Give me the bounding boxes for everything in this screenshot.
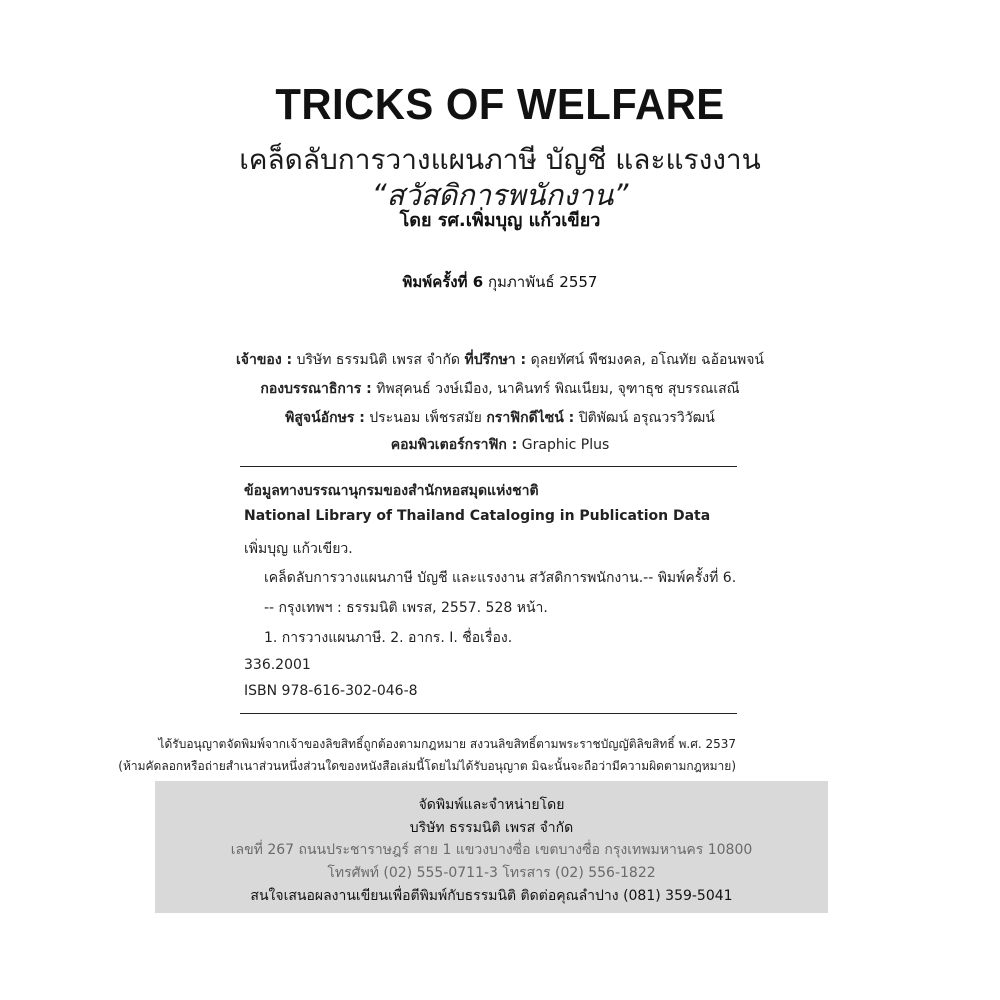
copyright-notice: ได้รับอนุญาตจัดพิมพ์จากเจ้าของลิขสิทธิ์ถูกต้องตามกฎหมาย สงวนลิขสิทธิ์ตามพระราชบัญญัติลิขสิทธิ์ พ.ศ. 2537 [158, 737, 736, 751]
advisor-label: ที่ปรึกษา : [464, 352, 527, 368]
publisher-info-box [155, 781, 828, 913]
cip-author-entry: เพิ่มบุญ แก้วเขียว. [244, 541, 353, 557]
proofreader-label: พิสูจน์อักษร : [285, 410, 365, 426]
edition-date: กุมภาพันธ์ 2557 [487, 273, 598, 291]
credit-owner-advisor [0, 349, 1000, 371]
computer-graphic-value: Graphic Plus [521, 437, 610, 453]
editorial-label: กองบรรณาธิการ : [260, 381, 372, 397]
proofreader-value: ประนอม เพ็ชรสมัย [369, 410, 482, 426]
quoted-title: “สวัสดิการพนักงาน” [371, 178, 629, 212]
cip-heading-th: ข้อมูลทางบรรณานุกรมของสำนักหอสมุดแห่งชาติ [244, 483, 539, 499]
advisor-value: ดุลยทัศน์ พืชมงคล, อโณทัย ฉอ้อนพจน์ [530, 352, 764, 368]
author-line: โดย รศ.เพิ่มบุญ แก้วเขียว [399, 210, 601, 231]
publisher-company: บริษัท ธรรมนิติ เพรส จำกัด [409, 820, 574, 836]
cip-title-entry: เคล็ดลับการวางแผนภาษี บัญชี และแรงงาน สวัสดิการพนักงาน.-- พิมพ์ครั้งที่ 6. [264, 570, 737, 586]
cip-subjects: 1. การวางแผนภาษี. 2. อากร. I. ชื่อเรื่อง. [264, 630, 513, 646]
editorial-value: ทิพสุคนธ์ วงษ์เมือง, นาคินทร์ พิณเนียม, จุฑาธุช สุบรรณเสณี [376, 381, 740, 397]
publisher-address: เลขที่ 267 ถนนประชาราษฎร์ สาย 1 แขวงบางซื่อ เขตบางซื่อ กรุงเทพมหานคร 10800 [230, 842, 753, 858]
credit-computer-graphic [0, 434, 1000, 456]
cip-classification: 336.2001 [244, 657, 311, 673]
edition-line [0, 270, 1000, 294]
book-title: TRICKS OF WELFARE [275, 80, 725, 129]
computer-graphic-label: คอมพิวเตอร์กราฟิก : [390, 437, 518, 453]
cip-imprint: -- กรุงเทพฯ : ธรรมนิติ เพรส, 2557. 528 หน้า. [264, 600, 548, 616]
designer-label: กราฟิกดีไซน์ : [486, 410, 575, 426]
credit-proof-design [0, 407, 1000, 429]
cip-top-divider [240, 466, 737, 467]
cip-isbn: ISBN 978-616-302-046-8 [244, 683, 418, 699]
publisher-phone: โทรศัพท์ (02) 555-0711-3 โทรสาร (02) 556-1822 [327, 865, 656, 881]
publisher-submission-contact: สนใจเสนอผลงานเขียนเพื่อตีพิมพ์กับธรรมนิติ ติดต่อคุณลำปาง (081) 359-5041 [250, 888, 733, 904]
owner-label: เจ้าของ : [236, 352, 293, 368]
edition-label: พิมพ์ครั้งที่ 6 [402, 273, 484, 291]
cip-heading-en: National Library of Thailand Cataloging in Publication Data [244, 508, 711, 524]
credit-editorial [0, 378, 1000, 400]
cip-bottom-divider [240, 713, 737, 714]
distributed-by-label: จัดพิมพ์และจำหน่ายโดย [418, 797, 565, 813]
copy-prohibition-notice: (ห้ามคัดลอกหรือถ่ายสำเนาส่วนหนึ่งส่วนใดของหนังสือเล่มนี้โดยไม่ได้รับอนุญาต มิฉะนั้นจะถือว่ามีความผิดตามกฎหมาย) [118, 759, 736, 773]
designer-value: ปิติพัฒน์ อรุณวรวิวัฒน์ [578, 410, 715, 426]
book-subtitle: เคล็ดลับการวางแผนภาษี บัญชี และแรงงาน [239, 143, 761, 176]
owner-value: บริษัท ธรรมนิติ เพรส จำกัด [296, 352, 461, 368]
